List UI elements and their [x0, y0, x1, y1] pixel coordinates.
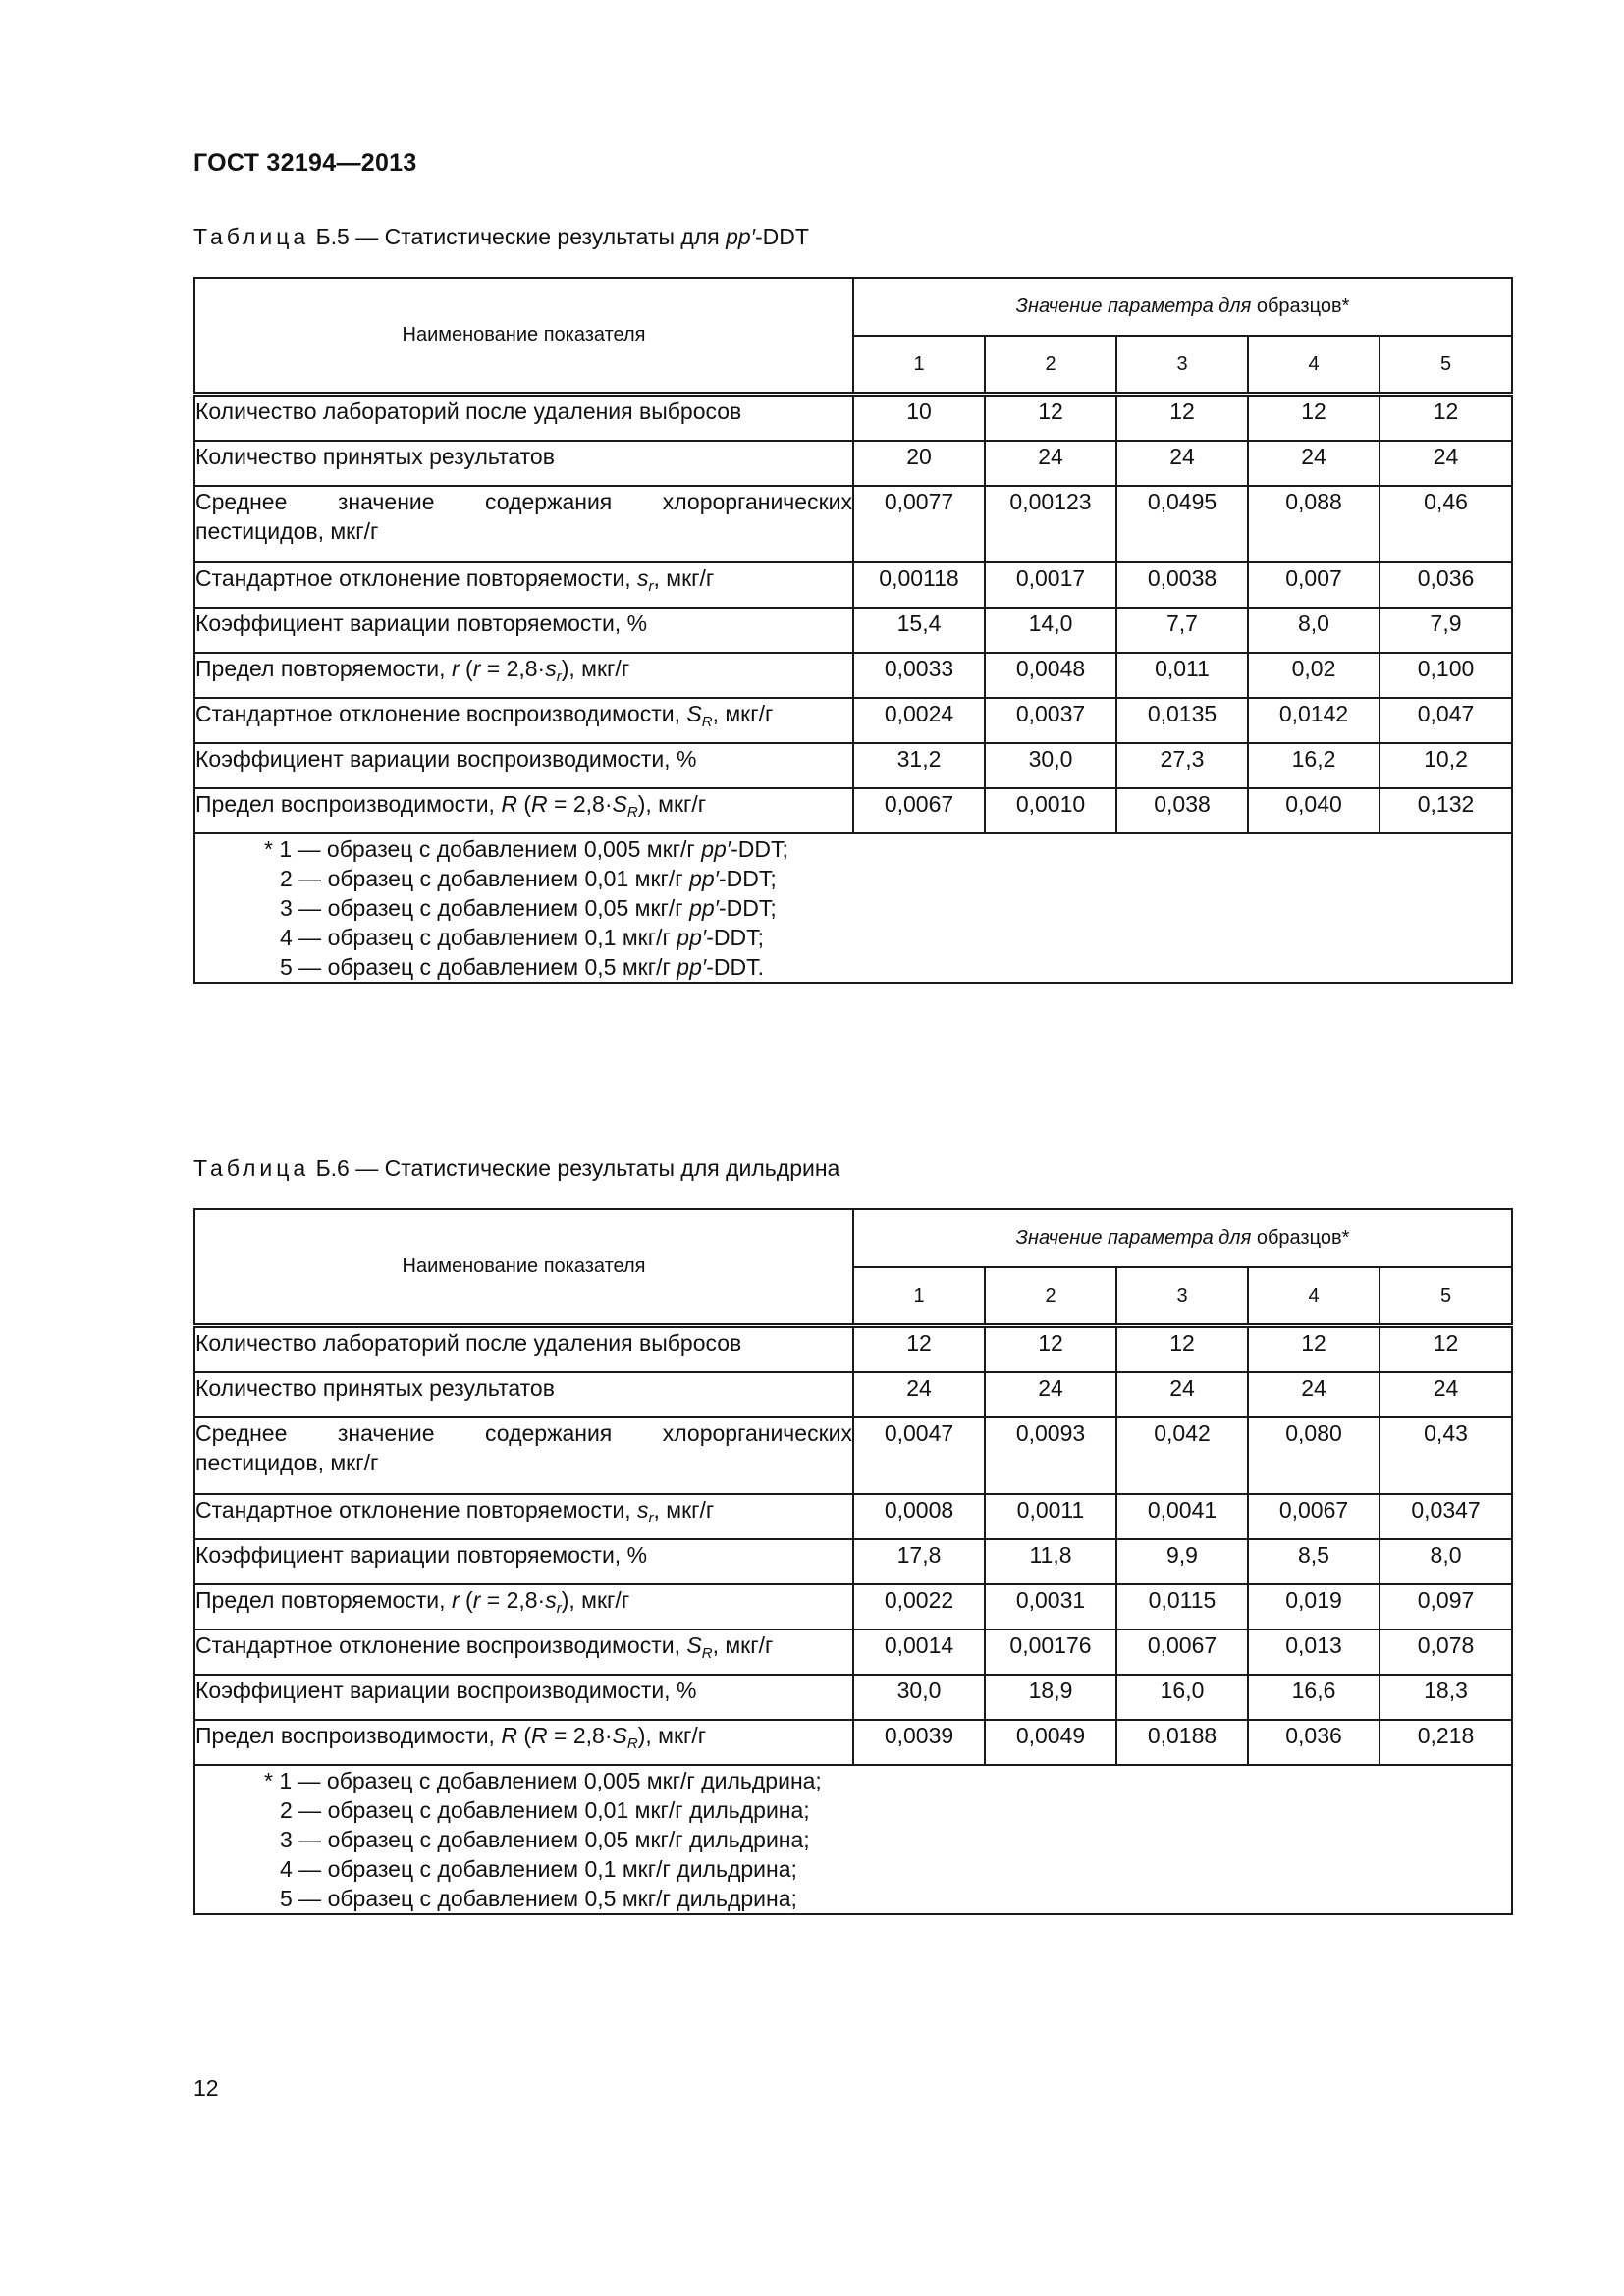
row-value: 0,0048: [985, 653, 1116, 698]
note-text-post: -DDT.: [706, 954, 764, 980]
label-part: (: [459, 1587, 473, 1613]
document-header: ГОСТ 32194—2013: [193, 149, 417, 177]
label-part: (: [516, 791, 532, 817]
label-part: Стандартное отклонение воспроизводимости,: [195, 701, 687, 726]
row-value: 0,0115: [1116, 1584, 1248, 1629]
label-part: Стандартное отклонение повторяемости,: [195, 565, 637, 591]
row-value: 0,097: [1380, 1584, 1512, 1629]
note-text-post: -DDT;: [706, 925, 764, 950]
row-value: 0,0011: [985, 1494, 1116, 1539]
table-row: [194, 1539, 1512, 1584]
note-text-post: -DDT;: [731, 836, 788, 862]
row-value: 0,0039: [853, 1720, 985, 1765]
row-label: [194, 395, 853, 442]
row-value: 15,4: [853, 608, 985, 653]
row-label: [194, 698, 853, 743]
table-row: [194, 1417, 1512, 1494]
label-part: Предел воспроизводимости,: [195, 791, 502, 817]
row-value: 0,0041: [1116, 1494, 1248, 1539]
note-line: [195, 1825, 1511, 1854]
page-number: 12: [193, 2075, 219, 2101]
label-part: Количество лабораторий после удаления выбросов: [195, 1330, 742, 1356]
note-italic: pp′: [689, 866, 719, 891]
row-label: [194, 1675, 853, 1720]
table-notes-row: [194, 1765, 1512, 1914]
label-part: = 2,8·: [547, 1723, 613, 1748]
note-text-post: -DDT;: [718, 895, 777, 921]
label-part: = 2,8·: [480, 1587, 546, 1613]
label-part: R: [531, 791, 548, 817]
table-row: [194, 1629, 1512, 1675]
row-label: [194, 1584, 853, 1629]
row-value: 0,036: [1248, 1720, 1380, 1765]
row-value: 12: [1380, 1326, 1512, 1373]
label-part: Предел повторяемости,: [195, 656, 452, 681]
row-label: [194, 486, 853, 562]
row-value: 0,0067: [1116, 1629, 1248, 1675]
row-value: 16,0: [1116, 1675, 1248, 1720]
header-group: Значение параметра для образцов*: [853, 278, 1512, 336]
label-part: (: [459, 656, 473, 681]
row-label: [194, 562, 853, 608]
caption-word: Таблица: [193, 224, 310, 249]
caption-text: Б.5 — Статистические результаты для: [309, 224, 727, 249]
label-part: r: [648, 578, 654, 595]
row-value: 0,038: [1116, 788, 1248, 833]
label-part: r: [556, 1600, 562, 1617]
label-part: R: [701, 1645, 713, 1662]
table-row: [194, 441, 1512, 486]
row-value: 0,00176: [985, 1629, 1116, 1675]
row-value: 0,007: [1248, 562, 1380, 608]
label-part: Стандартное отклонение повторяемости,: [195, 1497, 637, 1522]
row-value: 16,6: [1248, 1675, 1380, 1720]
row-value: 0,0017: [985, 562, 1116, 608]
label-part: = 2,8·: [480, 656, 546, 681]
row-value: 7,7: [1116, 608, 1248, 653]
note-text: * 1 — образец с добавлением 0,005 мкг/г: [264, 836, 702, 862]
note-line: [195, 952, 1511, 982]
label-part: , мкг/г: [653, 565, 715, 591]
row-value: 12: [1380, 395, 1512, 442]
row-value: 0,0031: [985, 1584, 1116, 1629]
header-sample-1: 1: [853, 336, 985, 395]
row-label: [194, 1629, 853, 1675]
row-value: 0,040: [1248, 788, 1380, 833]
table-row: [194, 486, 1512, 562]
label-part: R: [501, 1723, 517, 1748]
row-value: 0,019: [1248, 1584, 1380, 1629]
row-value: 0,02: [1248, 653, 1380, 698]
row-label: [194, 1720, 853, 1765]
table-caption-b6: [193, 1155, 839, 1182]
row-value: 11,8: [985, 1539, 1116, 1584]
row-value: 0,0067: [1248, 1494, 1380, 1539]
row-value: 0,0014: [853, 1629, 985, 1675]
row-value: 12: [1248, 1326, 1380, 1373]
table-row: [194, 653, 1512, 698]
caption-text-post: -DDT: [755, 224, 809, 249]
label-part: Количество лабораторий после удаления выбросов: [195, 399, 742, 424]
label-part: S: [612, 1723, 627, 1748]
row-value: 0,0495: [1116, 486, 1248, 562]
note-line: [195, 864, 1511, 893]
row-label: [194, 1326, 853, 1373]
label-part: , мкг/г: [712, 1632, 774, 1658]
row-value: 10,2: [1380, 743, 1512, 788]
row-label: [194, 788, 853, 833]
row-value: 0,00123: [985, 486, 1116, 562]
label-part: s: [545, 1587, 557, 1613]
header-sample-5: 5: [1380, 1267, 1512, 1326]
table-row: [194, 1584, 1512, 1629]
row-value: 16,2: [1248, 743, 1380, 788]
note-italic: pp′: [689, 895, 719, 921]
header-sample-5: 5: [1380, 336, 1512, 395]
label-part: R: [626, 1735, 638, 1752]
row-value: 8,5: [1248, 1539, 1380, 1584]
row-value: 24: [1380, 1372, 1512, 1417]
row-value: 30,0: [853, 1675, 985, 1720]
label-part: s: [637, 1497, 649, 1522]
label-part: S: [686, 1632, 702, 1658]
caption-italic: pp′: [726, 224, 756, 249]
row-value: 0,0142: [1248, 698, 1380, 743]
label-part: S: [612, 791, 627, 817]
label-part: r: [648, 1510, 654, 1526]
header-name-column: Наименование показателя: [194, 278, 853, 395]
table-row: [194, 698, 1512, 743]
row-value: 0,0093: [985, 1417, 1116, 1494]
note-line: [195, 1795, 1511, 1825]
label-part: ), мкг/г: [637, 791, 707, 817]
row-value: 31,2: [853, 743, 985, 788]
label-part: ), мкг/г: [561, 656, 630, 681]
label-part: R: [626, 804, 638, 821]
row-label: [194, 743, 853, 788]
table-notes: [194, 1765, 1512, 1914]
row-value: 20: [853, 441, 985, 486]
table-b6: [193, 1208, 1513, 1915]
label-part: s: [545, 656, 557, 681]
row-value: 0,46: [1380, 486, 1512, 562]
header-sample-2: 2: [985, 1267, 1116, 1326]
note-line: [195, 1766, 1511, 1795]
table-caption-b5: [193, 224, 809, 250]
note-line: [195, 1854, 1511, 1884]
row-value: 12: [985, 395, 1116, 442]
row-value: 0,0033: [853, 653, 985, 698]
label-part: R: [501, 791, 517, 817]
row-value: 18,3: [1380, 1675, 1512, 1720]
note-line: [195, 923, 1511, 952]
table-body: [194, 1326, 1512, 1915]
row-value: 0,132: [1380, 788, 1512, 833]
label-part: S: [686, 701, 702, 726]
row-value: 17,8: [853, 1539, 985, 1584]
label-part: Стандартное отклонение воспроизводимости,: [195, 1632, 687, 1658]
row-value: 0,0077: [853, 486, 985, 562]
label-part: = 2,8·: [547, 791, 613, 817]
row-value: 0,0022: [853, 1584, 985, 1629]
row-label: [194, 1494, 853, 1539]
row-value: 14,0: [985, 608, 1116, 653]
row-value: 24: [1380, 441, 1512, 486]
table-row: [194, 743, 1512, 788]
header-sample-2: 2: [985, 336, 1116, 395]
row-value: 0,0037: [985, 698, 1116, 743]
row-label: [194, 1372, 853, 1417]
row-value: 0,042: [1116, 1417, 1248, 1494]
caption-text: Б.6 — Статистические результаты для дильдрина: [309, 1155, 840, 1181]
label-part: R: [531, 1723, 548, 1748]
note-italic: pp′: [677, 925, 707, 950]
label-part: Среднее значение содержания хлорорганических пестицидов, мкг/г: [195, 1420, 852, 1475]
row-value: 0,0008: [853, 1494, 985, 1539]
note-text: 2 — образец с добавлением 0,01 мкг/г: [280, 866, 690, 891]
label-part: ), мкг/г: [561, 1587, 630, 1613]
row-label: [194, 653, 853, 698]
label-part: r: [451, 656, 460, 681]
row-value: 27,3: [1116, 743, 1248, 788]
note-text: 3 — образец с добавлением 0,05 мкг/г дильдрина;: [280, 1827, 810, 1852]
label-part: Коэффициент вариации повторяемости, %: [195, 1542, 648, 1568]
row-value: 30,0: [985, 743, 1116, 788]
row-value: 0,080: [1248, 1417, 1380, 1494]
label-part: R: [701, 714, 713, 730]
note-text: 5 — образец с добавлением 0,5 мкг/г: [280, 954, 677, 980]
label-part: r: [451, 1587, 460, 1613]
row-value: 0,0010: [985, 788, 1116, 833]
label-part: Количество принятых результатов: [195, 1375, 555, 1401]
header-name-column: Наименование показателя: [194, 1209, 853, 1326]
row-value: 8,0: [1248, 608, 1380, 653]
row-value: 0,0024: [853, 698, 985, 743]
table-b5: [193, 277, 1513, 984]
table-row: [194, 608, 1512, 653]
header-sample-4: 4: [1248, 1267, 1380, 1326]
row-value: 7,9: [1380, 608, 1512, 653]
header-group: Значение параметра для образцов*: [853, 1209, 1512, 1267]
table-row: [194, 395, 1512, 442]
note-text: 3 — образец с добавлением 0,05 мкг/г: [280, 895, 690, 921]
label-part: r: [472, 656, 481, 681]
row-value: 0,0188: [1116, 1720, 1248, 1765]
row-value: 24: [1116, 1372, 1248, 1417]
note-text: 4 — образец с добавлением 0,1 мкг/г: [280, 925, 677, 950]
label-part: Среднее значение содержания хлорорганических пестицидов, мкг/г: [195, 489, 852, 544]
row-value: 12: [1116, 395, 1248, 442]
label-part: r: [472, 1587, 481, 1613]
label-part: Коэффициент вариации воспроизводимости, %: [195, 1678, 697, 1703]
row-label: [194, 441, 853, 486]
label-part: s: [637, 565, 649, 591]
label-part: Количество принятых результатов: [195, 444, 555, 469]
label-part: Предел воспроизводимости,: [195, 1723, 502, 1748]
table-body: [194, 395, 1512, 984]
header-sample-1: 1: [853, 1267, 985, 1326]
label-part: , мкг/г: [712, 701, 774, 726]
row-value: 24: [853, 1372, 985, 1417]
row-value: 0,036: [1380, 562, 1512, 608]
label-part: ), мкг/г: [637, 1723, 707, 1748]
row-value: 18,9: [985, 1675, 1116, 1720]
table-row: [194, 1720, 1512, 1765]
row-value: 24: [1248, 441, 1380, 486]
row-value: 0,100: [1380, 653, 1512, 698]
row-value: 0,088: [1248, 486, 1380, 562]
row-value: 9,9: [1116, 1539, 1248, 1584]
label-part: r: [556, 668, 562, 685]
header-sample-4: 4: [1248, 336, 1380, 395]
caption-word: Таблица: [193, 1155, 310, 1181]
note-line: [195, 1884, 1511, 1913]
table-row: [194, 1372, 1512, 1417]
row-value: 0,011: [1116, 653, 1248, 698]
row-value: 0,047: [1380, 698, 1512, 743]
table-row: [194, 1675, 1512, 1720]
header-sample-3: 3: [1116, 1267, 1248, 1326]
row-label: [194, 608, 853, 653]
row-value: 24: [1116, 441, 1248, 486]
row-value: 0,0047: [853, 1417, 985, 1494]
row-value: 0,078: [1380, 1629, 1512, 1675]
row-value: 0,218: [1380, 1720, 1512, 1765]
note-line: [195, 893, 1511, 923]
note-text: 2 — образец с добавлением 0,01 мкг/г дильдрина;: [280, 1797, 810, 1823]
row-value: 24: [985, 1372, 1116, 1417]
row-label: [194, 1539, 853, 1584]
table-row: [194, 788, 1512, 833]
row-value: 0,0135: [1116, 698, 1248, 743]
table-notes: [194, 833, 1512, 983]
row-label: [194, 1417, 853, 1494]
row-value: 8,0: [1380, 1539, 1512, 1584]
row-value: 24: [985, 441, 1116, 486]
row-value: 0,0067: [853, 788, 985, 833]
label-part: Коэффициент вариации повторяемости, %: [195, 611, 648, 636]
row-value: 0,0038: [1116, 562, 1248, 608]
note-text: 5 — образец с добавлением 0,5 мкг/г дильдрина;: [280, 1886, 797, 1911]
row-value: 10: [853, 395, 985, 442]
table-row: [194, 1326, 1512, 1373]
table-notes-row: [194, 833, 1512, 983]
row-value: 0,00118: [853, 562, 985, 608]
row-value: 12: [985, 1326, 1116, 1373]
label-part: Предел повторяемости,: [195, 1587, 452, 1613]
row-value: 12: [853, 1326, 985, 1373]
label-part: Коэффициент вариации воспроизводимости, %: [195, 746, 697, 772]
note-text: 4 — образец с добавлением 0,1 мкг/г дильдрина;: [280, 1856, 797, 1882]
label-part: (: [516, 1723, 532, 1748]
row-value: 12: [1116, 1326, 1248, 1373]
note-text-post: -DDT;: [718, 866, 777, 891]
label-part: , мкг/г: [653, 1497, 715, 1522]
note-italic: pp′: [701, 836, 731, 862]
row-value: 0,013: [1248, 1629, 1380, 1675]
header-sample-3: 3: [1116, 336, 1248, 395]
table-row: [194, 1494, 1512, 1539]
row-value: 0,43: [1380, 1417, 1512, 1494]
row-value: 24: [1248, 1372, 1380, 1417]
row-value: 0,0347: [1380, 1494, 1512, 1539]
note-line: [195, 834, 1511, 864]
note-text: * 1 — образец с добавлением 0,005 мкг/г дильдрина;: [264, 1768, 822, 1793]
note-italic: pp′: [677, 954, 707, 980]
row-value: 12: [1248, 395, 1380, 442]
row-value: 0,0049: [985, 1720, 1116, 1765]
table-row: [194, 562, 1512, 608]
